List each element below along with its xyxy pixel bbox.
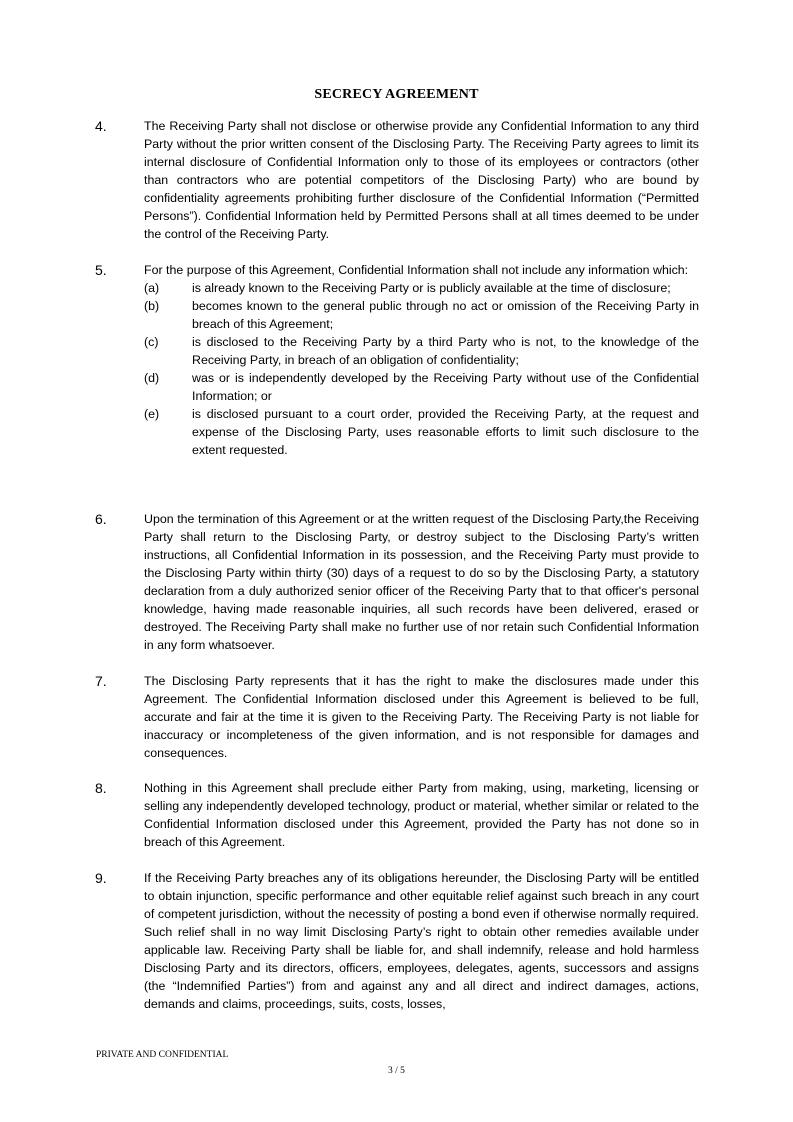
subclause-text: is disclosed pursuant to a court order, provided the Receiving Party, at the request and expense of the Disclosing Party, uses reasonable efforts to limit such disclosure to the extent requested. — [192, 407, 699, 457]
subclause-label: (e) — [144, 407, 160, 421]
subclause-text: was or is independently developed by the Receiving Party without use of the Confidential Information; or — [192, 371, 699, 403]
subclause-label: (c) — [144, 335, 159, 349]
footer-confidentiality: PRIVATE AND CONFIDENTIAL — [96, 1050, 229, 1060]
clause-number: 5. — [95, 262, 107, 278]
clause-text: If the Receiving Party breaches any of its obligations hereunder, the Disclosing Party will be entitled to obtain injunction, specific performance and other equitable relief against such breach in any court of competent jurisdiction, without the necessity of posting a bond even if otherwise normally required. Such relief shall in no way limit Disclosing Party’s right to obtain other remedies available under applicable law. Receiving Party shall be liable for, and shall indemnify, release and hold harmless Disclosing Party and its directors, officers, employees, delegates, agents, successors and assigns (the “Indemnified Parties”) from and against any and all direct and indirect damages, actions, demands and claims, proceedings, suits, costs, losses, — [144, 871, 699, 1011]
subclause-d — [144, 369, 699, 405]
subclause-text: is already known to the Receiving Party or is publicly available at the time of disclosure; — [192, 281, 671, 295]
clause-number: 9. — [95, 870, 107, 886]
clause-number: 8. — [95, 780, 107, 796]
subclause-b — [144, 297, 699, 333]
clause-text: The Disclosing Party represents that it has the right to make the disclosures made under this Agreement. The Confidential Information disclosed under this Agreement is believed to be full, accurate and fair at the time it is given to the Receiving Party. The Receiving Party is not liable for inaccuracy or incompleteness of the given information, and is not responsible for damages and consequences. — [144, 674, 699, 760]
clause-text: Nothing in this Agreement shall preclude either Party from making, using, marketing, licensing or selling any independently developed technology, product or material, whether similar or related to the Confidential Information disclosed under this Agreement, provided the Party has not done so in breach of this Agreement. — [144, 781, 699, 849]
subclause-e — [144, 405, 699, 459]
clause-text: Upon the termination of this Agreement or at the written request of the Disclosing Party,the Receiving Party shall return to the Disclosing Party, or destroy subject to the Disclosing Party’s written instructions, all Confidential Information in its possession, and the Receiving Party must provide to the Disclosing Party within thirty (30) days of a request to do so by the Disclosing Party, a statutory declaration from a duly authorized senior officer of the Receiving Party that to that officer's personal knowledge, having made reasonable inquiries, all such records have been delivered, erased or destroyed. The Receiving Party shall make no further use of nor retain such Confidential Information in any form whatsoever. — [144, 512, 699, 652]
clause-number: 4. — [95, 118, 107, 134]
clause-number: 6. — [95, 511, 107, 527]
subclause-a — [144, 279, 699, 297]
clause-body — [144, 261, 699, 459]
page-number: 3 / 5 — [388, 1066, 405, 1076]
subclause-label: (d) — [144, 371, 160, 385]
document-title: SECRECY AGREEMENT — [314, 87, 479, 102]
subclause-text: becomes known to the general public through no act or omission of the Receiving Party in breach of this Agreement; — [192, 299, 699, 331]
subclause-text: is disclosed to the Receiving Party by a third Party who is not, to the knowledge of the Receiving Party, in breach of an obligation of confidentiality; — [192, 335, 699, 367]
subclause-label: (a) — [144, 281, 160, 295]
subclause-c — [144, 333, 699, 369]
subclause-label: (b) — [144, 299, 160, 313]
clause-number: 7. — [95, 673, 107, 689]
clause-text: The Receiving Party shall not disclose or otherwise provide any Confidential Information to any third Party without the prior written consent of the Disclosing Party. The Receiving Party agrees to limit its internal disclosure of Confidential Information only to those of its employees or contractors (other than contractors who are potential competitors of the Disclosing Party) who are bound by confidentiality agreements prohibiting further disclosure of the Confidential Information (“Permitted Persons”). Confidential Information held by Permitted Persons shall at all times deemed to be under the control of the Receiving Party. — [144, 119, 699, 241]
clause-text: For the purpose of this Agreement, Confidential Information shall not include any information which: — [144, 263, 689, 277]
